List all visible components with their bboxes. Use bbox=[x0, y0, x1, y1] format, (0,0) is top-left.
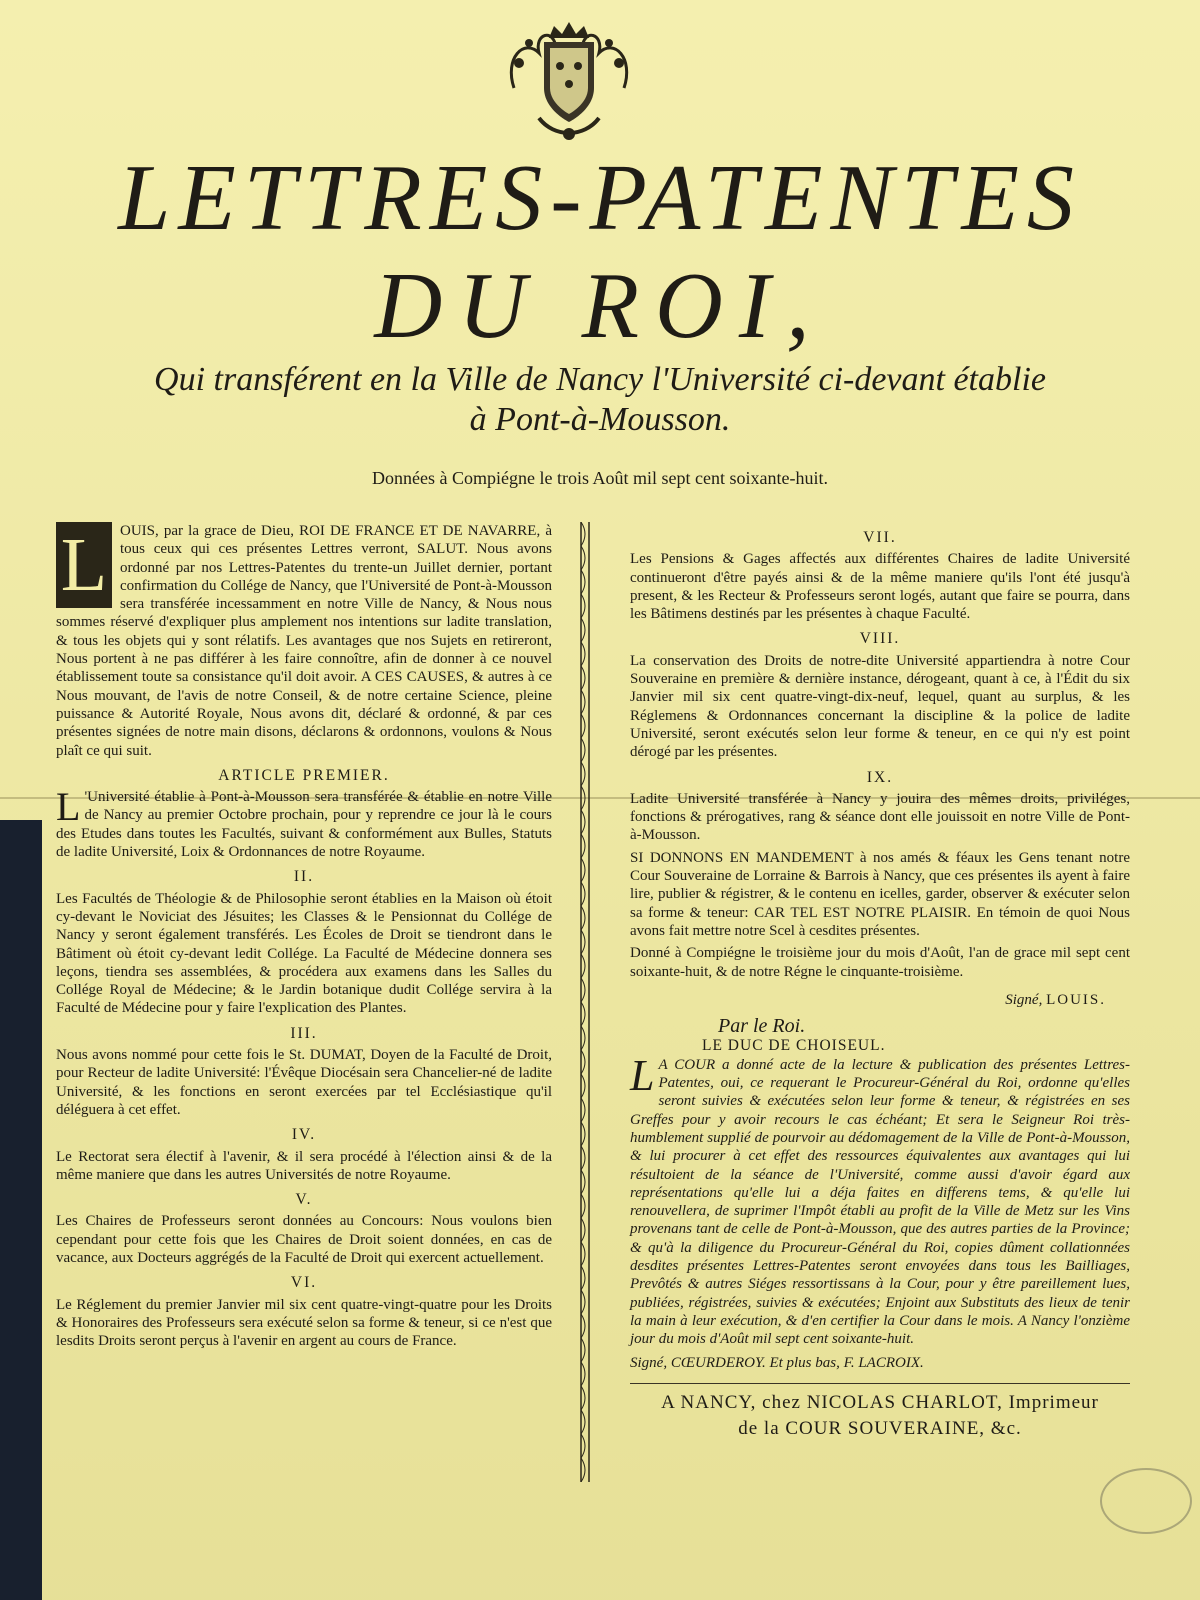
signed-label: Signé, bbox=[1005, 991, 1043, 1008]
archive-stamp-icon bbox=[1100, 1468, 1192, 1534]
article-3-heading: III. bbox=[290, 1024, 318, 1042]
dropcap-ornament bbox=[56, 522, 112, 608]
subtitle-line-1: Qui transférent en la Ville de Nancy l'Université ci-devant établie bbox=[154, 361, 1046, 398]
court-registration bbox=[630, 1050, 1130, 1349]
article-1 bbox=[56, 784, 552, 861]
dropcap-letter: L bbox=[60, 523, 108, 607]
background-edge bbox=[0, 820, 42, 1600]
right-column bbox=[630, 522, 1130, 1442]
par-le-roi: Par le Roi. bbox=[718, 1015, 806, 1038]
preamble bbox=[56, 522, 552, 760]
title-line-2: DU ROI, bbox=[374, 254, 826, 358]
dated-line: Données à Compiégne le trois Août mil sept cent soixante-huit. bbox=[372, 468, 828, 488]
article-9-heading: IX. bbox=[866, 768, 894, 786]
article-3-text: Nous avons nommé pour cette fois le St. DUMAT, Doyen de la Faculté de Droit, pour Recteur de ladite Université: l'Évêque Diocésain sera Chancelier-né de ladite Université, & les fonctions en seront exercées par tel Ecclésiastique qu'il déléguera à cet effet. bbox=[56, 1047, 552, 1118]
royal-crest-icon bbox=[494, 18, 644, 148]
article-2-text: Les Facultés de Théologie & de Philosophie seront établies en la Maison où étoit cy-devant le Noviciat des Jésuites; les Classes & le Pensionnat du Collége de Nancy y seront également transférés. Les Écoles de Droit se tiendront dans le Bâtiment où étoit cy-devant ledit Collége. La Faculté de Médecine donnera ses leçons, tiendra ses assemblées, & procédera aux examens dans les Salles du Collége Royal de Médecine; & le Jardin botanique dudit Collége servira à la Faculté de Médecine pour y faire l'explication des Plantes. bbox=[56, 890, 552, 1017]
article-9-text: Ladite Université transférée à Nancy y jouira des mêmes droits, priviléges, fonctions & prérogatives, rang & séance dont elle jouissoit en notre Ville de Pont-à-Mousson. bbox=[630, 790, 1130, 844]
subtitle bbox=[60, 360, 1140, 440]
mandate-text: SI DONNONS EN MANDEMENT à nos amés & féaux les Gens tenant notre Cour Souveraine de Lorraine & Barrois à Nancy, que ces présentes ils ayent à faire lire, publier & régistrer, & le contenu en icelles, garder, observer & exécuter selon sa forme & teneur: CAR TEL EST NOTRE PLAISIR. En témoin de quoi Nous avons fait mettre notre Scel à cesdites présentes. bbox=[630, 849, 1130, 939]
article-4-heading: IV. bbox=[291, 1126, 317, 1144]
given-text: Donné à Compiégne le troisième jour du mois d'Août, l'an de grace mil sept cent soixante-huit, & de notre Régne le cinquante-troisième. bbox=[630, 945, 1130, 980]
column-divider bbox=[570, 522, 600, 1482]
article-8-heading: VIII. bbox=[859, 630, 901, 648]
left-column bbox=[56, 522, 552, 1354]
court-signatures: Signé, CŒURDEROY. Et plus bas, F. LACROIX. bbox=[630, 1355, 924, 1372]
article-1-text: 'Université établie à Pont-à-Mousson sera transférée & établie en notre Ville de Nancy au premier Octobre prochain, pour y reprendre ce jour là le cours des Etudes dans toutes les Facultés, suivant & conformément aux Bulles, Statuts de ladite Université, Loix & Ordonnances de notre Royaume. bbox=[56, 789, 552, 861]
article-5-heading: V. bbox=[295, 1191, 313, 1209]
court-initial: L bbox=[630, 1050, 655, 1100]
article-5-text: Les Chaires de Professeurs seront données au Concours: Nous voulons bien cependant pour cette fois que les Chaires de Droit soient données, en cas de vacance, aux Docteurs aggrégés de la Faculté de Droit qui exercent actuellement. bbox=[56, 1213, 552, 1266]
article-7-heading: VII. bbox=[863, 529, 897, 546]
article-8-text: La conservation des Droits de notre-dite Université appartiendra à notre Cour Souveraine en première & dernière instance, dérogeant, quant à ce, à l'Édit du six Janvier mil six cent quatre-vingt-dix-neuf, lequel, quant au surplus, & les Réglemens & Ordonnances concernant la discipline & la police de ladite Université, seront exécutés selon leur forme & teneur, en ce qui n'y est point dérogé par les présentes. bbox=[630, 652, 1130, 761]
article-7-text: Les Pensions & Gages affectés aux différentes Chaires de ladite Université continueront d'être payés ainsi & de la même maniere qu'ils l'ont été jusqu'à present, & les Recteur & Professeurs seront logés, autant que faire se pourra, dans les Bâtimens destinés par les présentes à chaque Faculté. bbox=[630, 551, 1130, 623]
article-6-text: Le Réglement du premier Janvier mil six cent quatre-vingt-quatre pour les Droits & Honoraires des Professeurs sera exécuté selon sa forme & teneur, si ce n'est que lesdits Droits seront perçus à l'avenir en argent au cours de France. bbox=[56, 1296, 552, 1350]
article-1-heading: ARTICLE PREMIER. bbox=[218, 766, 390, 784]
duc-de-choiseul: LE DUC DE CHOISEUL. bbox=[702, 1037, 886, 1055]
printer-rule bbox=[630, 1383, 1130, 1384]
signed-name: LOUIS. bbox=[1046, 991, 1106, 1008]
article-4-text: Le Rectorat sera électif à l'avenir, & il sera procédé à l'élection ainsi & de la même maniere que dans les autres Universités de notre Royaume. bbox=[56, 1148, 552, 1183]
printer-line-2: de la COUR SOUVERAINE, &c. bbox=[738, 1417, 1022, 1439]
printer-line-1: A NANCY, chez NICOLAS CHARLOT, Imprimeur bbox=[661, 1391, 1099, 1413]
article-1-initial: L bbox=[56, 784, 81, 830]
preamble-text: OUIS, par la grace de Dieu, ROI DE FRANCE ET DE NAVARRE, à tous ceux qui ces présentes Lettres verront, SALUT. Nous avons ordonné par nos Lettres-Patentes du trente-un Juillet dernier, portant confirmation du Collége de Nancy, que l'Université de Pont-à-Mousson sera transférée incessamment en notre Ville de Nancy, & Nous nous sommes réservé d'expliquer plus amplement nos intentions sur ladite translation, & tous les objets qui y sont rélatifs. Les avantages que nos Sujets en retireront, Nous portent à ne pas différer à les faire connoître, afin de donner à ce nouvel établissement toute sa consistance qu'il doit avoir. A CES CAUSES, & autres à ce Nous mouvant, de l'avis de notre Conseil, & de notre certaine Science, pleine puissance & Autorité Royale, Nous avons dit, déclaré & ordonné, & par ces présentes signées de notre main disons, déclarons & ordonnons, voulons & Nous plaît ce qui suit. bbox=[56, 523, 552, 759]
subtitle-line-2: à Pont-à-Mousson. bbox=[469, 401, 731, 438]
title-line-1: LETTRES-PATENTES bbox=[118, 146, 1082, 250]
article-2-heading: II. bbox=[293, 868, 315, 886]
printer-imprint bbox=[630, 1390, 1130, 1442]
court-text: A COUR a donné acte de la lecture & publication des présentes Lettres-Patentes, oui, ce requerant le Procureur-Général du Roi, ordonne qu'elles seront suivies & exécutées selon leur forme & teneur, & régistrées en ses Greffes pour y avoir recours le cas échéant; Et sera le Seigneur Roi très-humblement supplié de pourvoir au dédomagement de la Ville de Pont-à-Mousson, & lui procurer à cet effet des ressources équivalentes aux avantages qui lui résultoient de la séance de l'Université, comme aussi d'avoir égard aux représentations qu'elle lui a déja faites en differens tems, & qu'elle lui renouvellera, de suprimer l'Impôt établi au profit de la Ville de Metz sur les Vins provenans tant de celle de Pont-à-Mousson, que des autres parties de la Province; & qu'à la diligence du Procureur-Général du Roi, copies dûment collationnées desdites présentes Lettres-Patentes seront envoyées dans tous les Bailliages, Prevôtés & autres Siéges ressortissans à la Cour, pour y être pareillement lues, publiées, régistrées, suivies & exécutées; Enjoint aux Substituts des lieux de tenir la main à leur exécution, & d'en certifier la Cour dans le mois. A Nancy l'onzième jour du mois d'Août mil sept cent soixante-huit. bbox=[630, 1056, 1130, 1348]
article-6-heading: VI. bbox=[290, 1274, 318, 1292]
signature bbox=[630, 991, 1130, 1009]
